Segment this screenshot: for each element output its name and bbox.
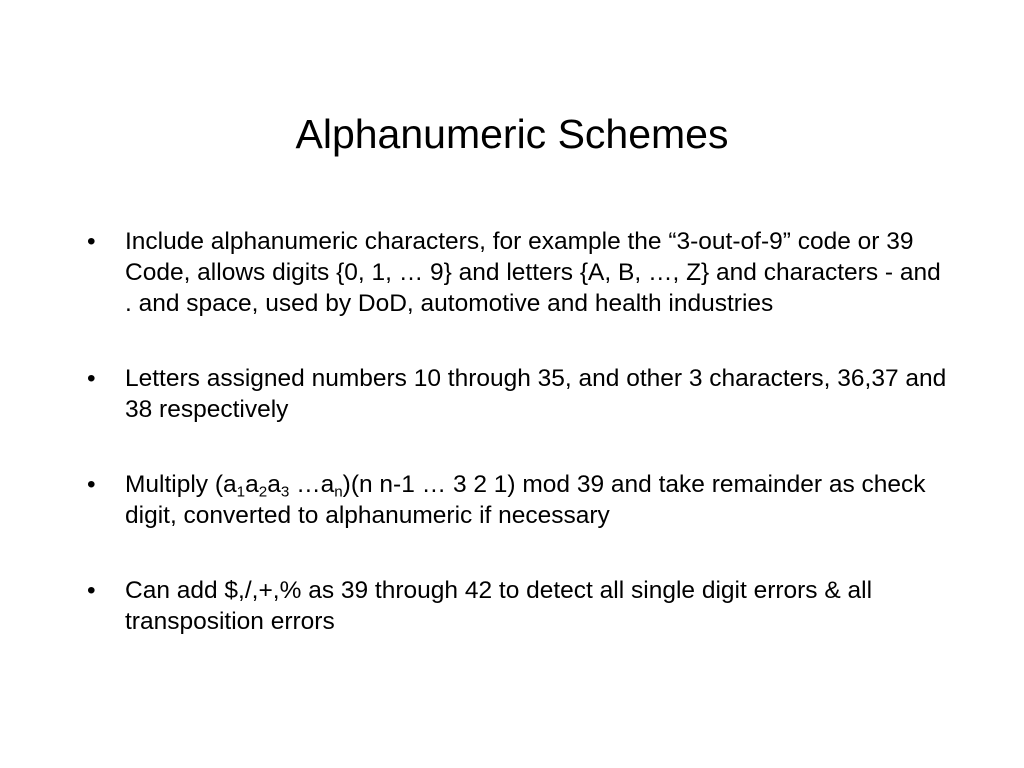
bullet-item (87, 575, 947, 637)
bullet-item (87, 226, 947, 319)
subscript: 3 (280, 483, 290, 501)
bullet-dot-icon: • (87, 228, 96, 255)
bullet-list (87, 226, 947, 681)
bullet-text: Can add $,/,+,% as 39 through 42 to detect all single digit errors & all transposition errors (125, 577, 873, 635)
bullet-dot-icon: • (87, 365, 96, 392)
bullet-dot-icon: • (87, 471, 96, 498)
slide-title: Alphanumeric Schemes (295, 111, 729, 157)
formula-text: a (245, 471, 259, 498)
formula-text: a (267, 471, 281, 498)
formula-text: …a (289, 471, 335, 498)
subscript: n (334, 483, 343, 501)
bullet-item (87, 363, 947, 425)
bullet-text: Letters assigned numbers 10 through 35, and other 3 characters, 36,37 and 38 respectively (125, 365, 947, 423)
subscript: 1 (236, 483, 246, 501)
bullet-dot-icon: • (87, 577, 96, 604)
formula-text: Multiply (a (125, 471, 237, 498)
bullet-text (125, 471, 926, 529)
subscript: 2 (258, 483, 268, 501)
bullet-text: Include alphanumeric characters, for example the “3-out-of-9” code or 39 Code, allows digits {0, 1, … 9} and letters {A, B, …, Z} and characters - and . and space, used by DoD, automotive and health industries (125, 228, 941, 317)
bullet-item (87, 469, 947, 531)
formula-text: )(n n-1 … 3 2 1) mod 39 and take remainder as check digit, converted to alphanumeric if necessary (125, 471, 926, 529)
